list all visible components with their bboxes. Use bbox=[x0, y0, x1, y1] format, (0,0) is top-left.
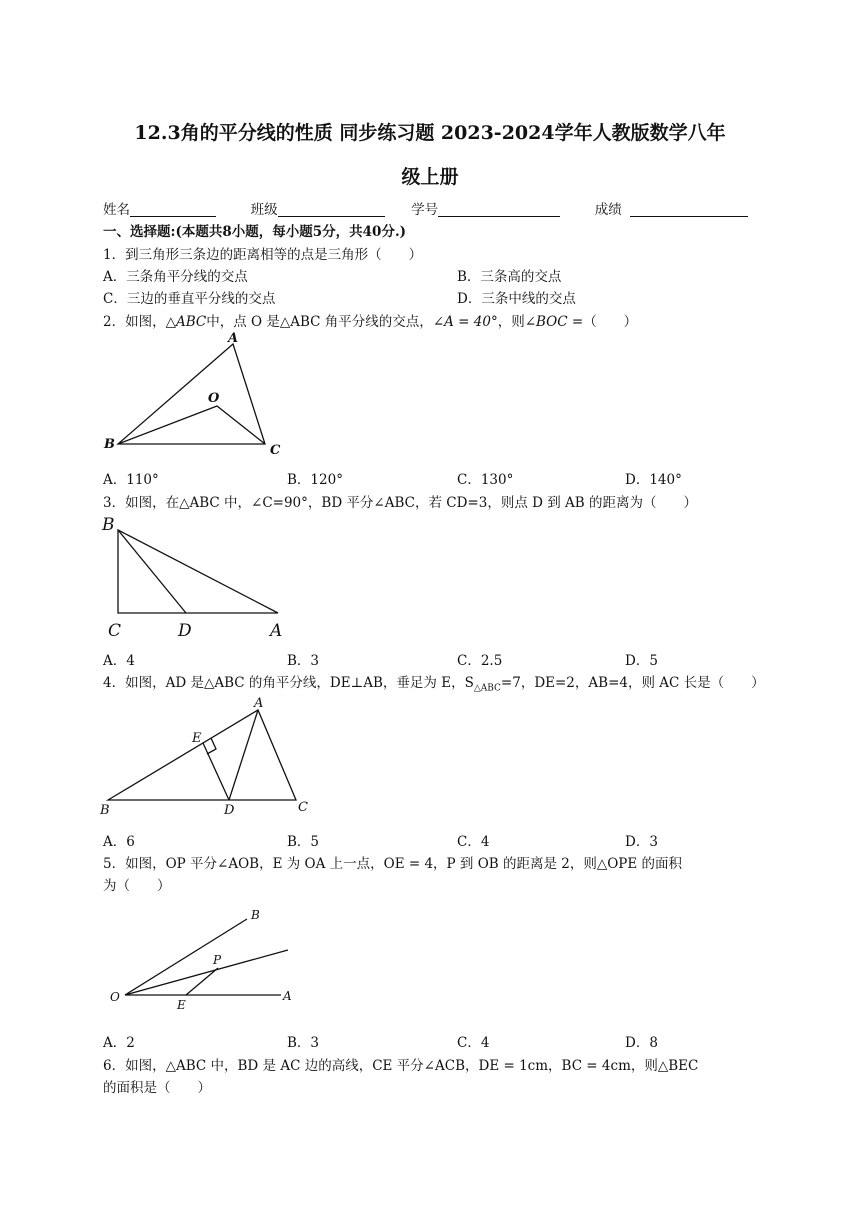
q5-label-o: O bbox=[110, 990, 120, 1004]
q2-option-c[interactable]: C．130° bbox=[457, 472, 514, 488]
section-heading: 一、选择题:(本题共8小题，每小题5分，共40分.) bbox=[103, 224, 407, 240]
q2-angle-a: ∠A = 40° bbox=[432, 314, 498, 330]
name-label: 姓名 bbox=[103, 202, 130, 218]
q2-label-b: B bbox=[104, 437, 115, 452]
name-blank[interactable] bbox=[130, 202, 216, 217]
q5-option-b[interactable]: B．3 bbox=[287, 1035, 320, 1051]
q1-stem: 1．到三角形三条边的距离相等的点是三角形（ ） bbox=[103, 247, 423, 263]
q3-triangle-bca bbox=[118, 530, 278, 613]
q2-triangle-abc bbox=[118, 344, 265, 444]
q3-option-c[interactable]: C．2.5 bbox=[457, 653, 503, 669]
q6-stem-line-1: 6．如图，△ABC 中，BD 是 AC 边的高线，CE 平分∠ACB，DE = 1cm，BC = 4cm，则△BEC bbox=[103, 1058, 699, 1074]
q4-label-c: C bbox=[298, 800, 308, 815]
q3-label-a: A bbox=[270, 621, 283, 640]
q4-option-b[interactable]: B．5 bbox=[287, 834, 320, 850]
q5-ray-op bbox=[125, 950, 288, 995]
q3-label-d: D bbox=[178, 621, 192, 640]
q5-ray-ob bbox=[125, 919, 247, 995]
q5-stem-line-2: 为（ ） bbox=[103, 878, 171, 894]
q5-label-b: B bbox=[251, 908, 260, 922]
q5-option-c[interactable]: C．4 bbox=[457, 1035, 490, 1051]
score-label: 成绩 bbox=[594, 202, 622, 218]
q3-option-a[interactable]: A．4 bbox=[103, 653, 135, 669]
q5-figure bbox=[105, 903, 305, 1013]
q4-label-d: D bbox=[224, 803, 235, 818]
q2-label-c: C bbox=[270, 443, 281, 458]
q4-figure bbox=[100, 693, 320, 818]
score-blank[interactable] bbox=[630, 202, 748, 217]
q2-angle-boc: ∠BOC = bbox=[524, 314, 584, 330]
q3-option-d[interactable]: D．5 bbox=[625, 653, 658, 669]
q2-option-a[interactable]: A．110° bbox=[103, 472, 159, 488]
q4-label-b: B bbox=[100, 803, 110, 818]
q1-option-a[interactable]: A．三条角平分线的交点 bbox=[103, 269, 248, 285]
q3-label-c: C bbox=[108, 621, 122, 640]
q2-option-b[interactable]: B．120° bbox=[287, 472, 343, 488]
q2-option-d[interactable]: D．140° bbox=[625, 472, 682, 488]
q5-stem-line-1: 5．如图，OP 平分∠AOB，E 为 OA 上一点，OE = 4，P 到 OB 的距离是 2，则△OPE 的面积 bbox=[103, 856, 683, 872]
q2-label-o: O bbox=[208, 391, 220, 406]
title-line-2: 级上册 bbox=[401, 166, 459, 188]
title-line-1: 12.3角的平分线的性质 同步练习题 2023-2024学年人教版数学八年 bbox=[134, 122, 726, 144]
q4-segment-de bbox=[203, 743, 229, 800]
q3-stem: 3．如图，在△ABC 中，∠C=90°，BD 平分∠ABC，若 CD=3，则点 D 到 AB 的距离为（ ） bbox=[103, 495, 697, 511]
q5-label-p: P bbox=[213, 953, 222, 967]
number-label: 学号 bbox=[411, 202, 439, 218]
q4-stem: 4．如图，AD 是△ABC 的角平分线，DE⊥AB，垂足为 E，$S_{\triangle ABC}=7$，DE=2，AB=4，则 AC 长是（ ） bbox=[103, 675, 765, 694]
q3-option-b[interactable]: B．3 bbox=[287, 653, 320, 669]
class-blank[interactable] bbox=[278, 202, 385, 217]
q5-option-a[interactable]: A．2 bbox=[103, 1035, 135, 1051]
q4-option-d[interactable]: D．3 bbox=[625, 834, 658, 850]
q4-triangle-abc bbox=[108, 710, 296, 800]
q2-label-a: A bbox=[228, 331, 239, 346]
q1-option-c[interactable]: C．三边的垂直平分线的交点 bbox=[103, 291, 276, 307]
q2-figure bbox=[100, 330, 300, 460]
number-blank[interactable] bbox=[438, 202, 560, 217]
q2-triangle: △ABC bbox=[165, 314, 207, 330]
q4-label-e: E bbox=[192, 731, 202, 746]
q3-figure bbox=[100, 512, 300, 640]
q3-label-b: B bbox=[102, 515, 115, 535]
q1-option-b[interactable]: B．三条高的交点 bbox=[457, 269, 562, 285]
class-label: 班级 bbox=[250, 202, 278, 218]
q4-area-subscript: △ABC bbox=[473, 683, 501, 694]
q1-option-d[interactable]: D．三条中线的交点 bbox=[457, 291, 576, 307]
q2-stem: 2．如图，△ABC中，点 O 是△ABC 角平分线的交点，∠A = 40°，则∠BOC =（ ） bbox=[103, 314, 638, 330]
student-info-row bbox=[103, 198, 748, 218]
q4-option-c[interactable]: C．4 bbox=[457, 834, 490, 850]
q6-stem-line-2: 的面积是（ ） bbox=[103, 1080, 211, 1096]
q5-segment-pe bbox=[186, 968, 218, 995]
q5-label-e: E bbox=[177, 998, 186, 1012]
q5-label-a: A bbox=[283, 989, 292, 1003]
q3-segment-bd bbox=[118, 530, 186, 613]
q4-option-a[interactable]: A．6 bbox=[103, 834, 135, 850]
q5-option-d[interactable]: D．8 bbox=[625, 1035, 658, 1051]
q4-label-a: A bbox=[254, 696, 264, 711]
q4-segment-ad bbox=[229, 710, 258, 800]
